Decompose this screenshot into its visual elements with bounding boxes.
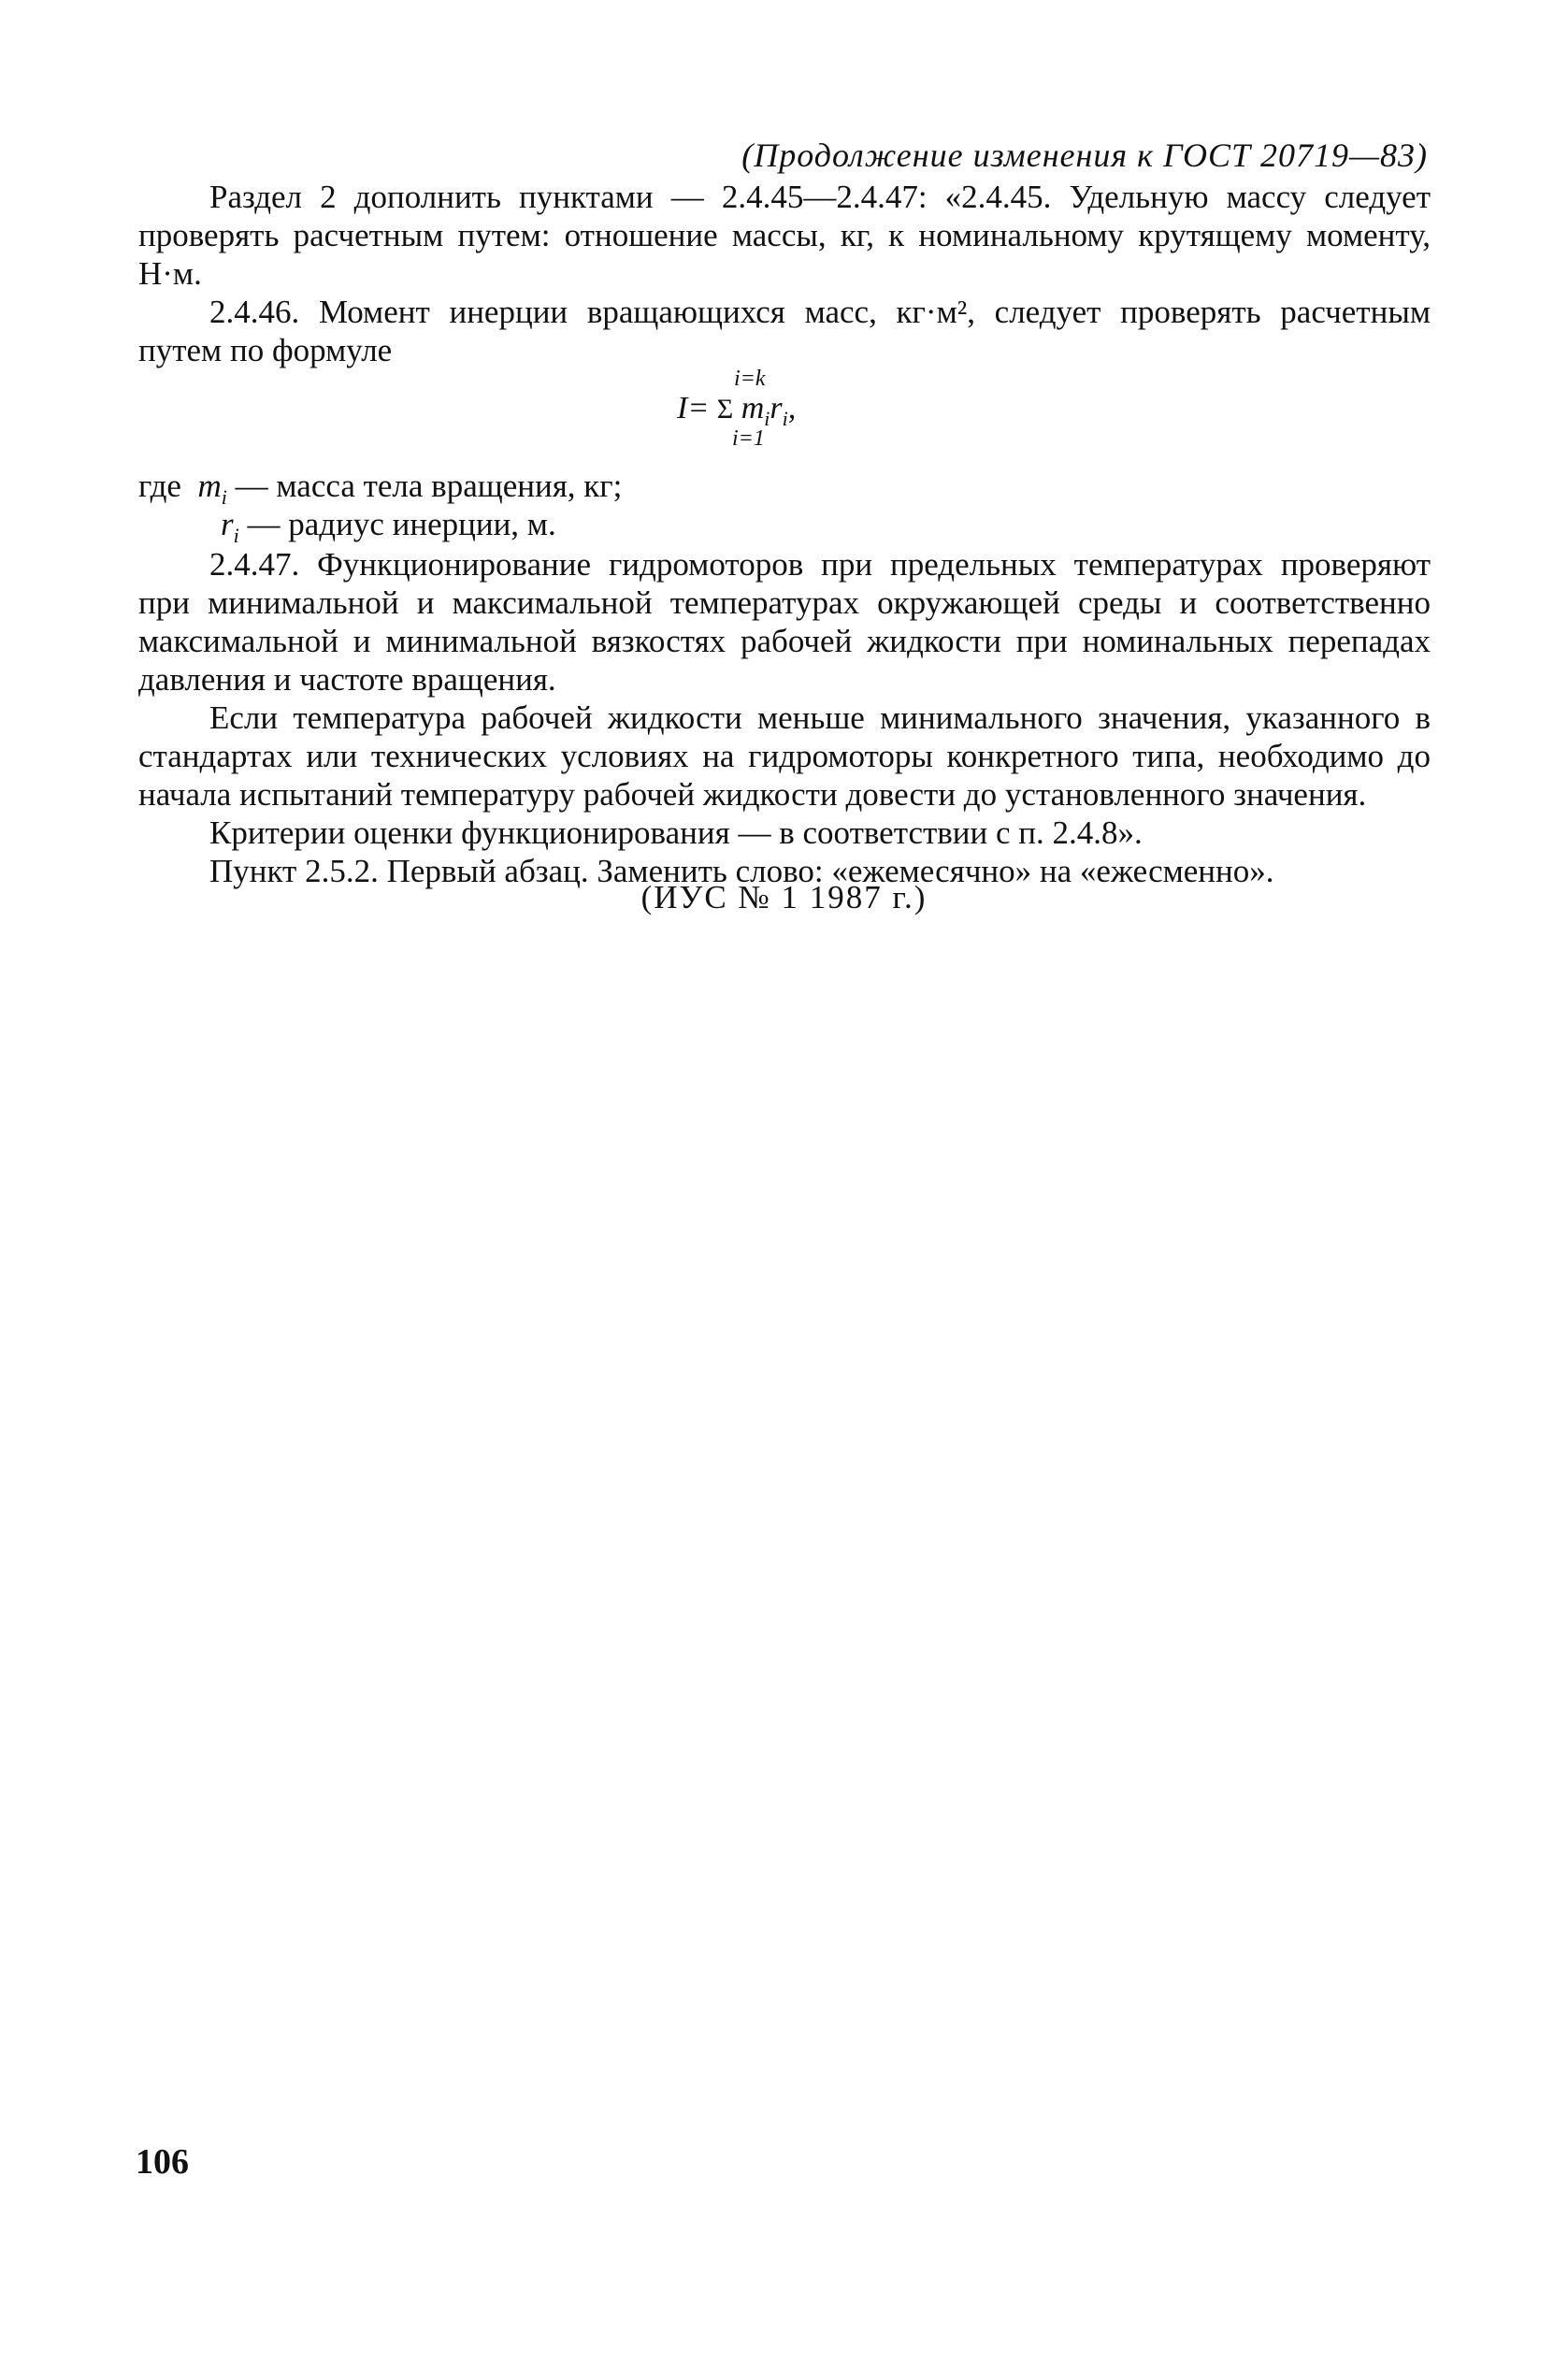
legend-var-m: m xyxy=(197,468,222,504)
formula-lhs: I= xyxy=(677,391,710,425)
legend-line-m xyxy=(138,468,622,510)
inertia-formula xyxy=(673,367,916,460)
section-2 xyxy=(138,545,1431,890)
legend-where: где xyxy=(138,468,181,504)
sigma-symbol: Σ xyxy=(716,394,734,425)
paragraph-section-2-addition: Раздел 2 дополнить пунктами — 2.4.45—2.4.47: «2.4.45. Удельную массу следует проверять расчетным путем: отношение массы, кг, к номинальному крутящему моменту, Н·м. xyxy=(138,179,1431,292)
legend-var-r: r xyxy=(221,506,234,542)
formula-sub-r: i xyxy=(782,406,788,430)
paragraph-criteria: Критерии оценки функционирования — в соответствии с п. 2.4.8». xyxy=(209,814,1143,851)
source-reference: (ИУС № 1 1987 г.) xyxy=(640,879,928,915)
paragraph-temperature: Если температура рабочей жидкости меньше минимального значения, указанного в стандартах или технических условиях на гидромоторы конкретного типа, необходимо до начала испытаний температуру рабочей жидкости довести до установленного значения. xyxy=(138,699,1431,813)
formula-main xyxy=(677,391,796,431)
legend-sub-m: i xyxy=(221,485,227,509)
formula-term-r: r xyxy=(770,391,783,425)
paragraph-2-4-47: 2.4.47. Функционирование гидромоторов при предельных температурах проверяют при минимальной и максимальной температурах окружающей среды и соответственно максимальной и минимальной вязкостях рабочей жидкости при номинальных перепадах давления и частоте вращения. xyxy=(138,546,1431,698)
formula-comma: , xyxy=(787,391,797,425)
paragraph-2-4-46: 2.4.46. Момент инерции вращающихся масс, кг·м², следует проверять расчетным путем по формуле xyxy=(138,294,1431,368)
legend-desc-r: — радиус инерции, м. xyxy=(238,506,556,542)
formula-lower-limit: i=1 xyxy=(732,426,765,451)
legend-sub-r: i xyxy=(233,524,239,547)
running-header: (Продолжение изменения к ГОСТ 20719—83) xyxy=(741,137,1428,174)
paragraph-2-5-2: Пункт 2.5.2. Первый абзац. Заменить слово: «ежемесячно» на «ежесменно». xyxy=(209,853,1274,889)
page-number: 106 xyxy=(136,2142,189,2182)
section-1 xyxy=(138,178,1431,369)
legend-desc-m: — масса тела вращения, кг; xyxy=(226,468,623,504)
formula-upper-limit: i=k xyxy=(734,367,766,391)
formula-term-m: m xyxy=(741,391,765,425)
legend-line-r xyxy=(221,506,556,548)
formula-sub-m: i xyxy=(764,406,770,430)
